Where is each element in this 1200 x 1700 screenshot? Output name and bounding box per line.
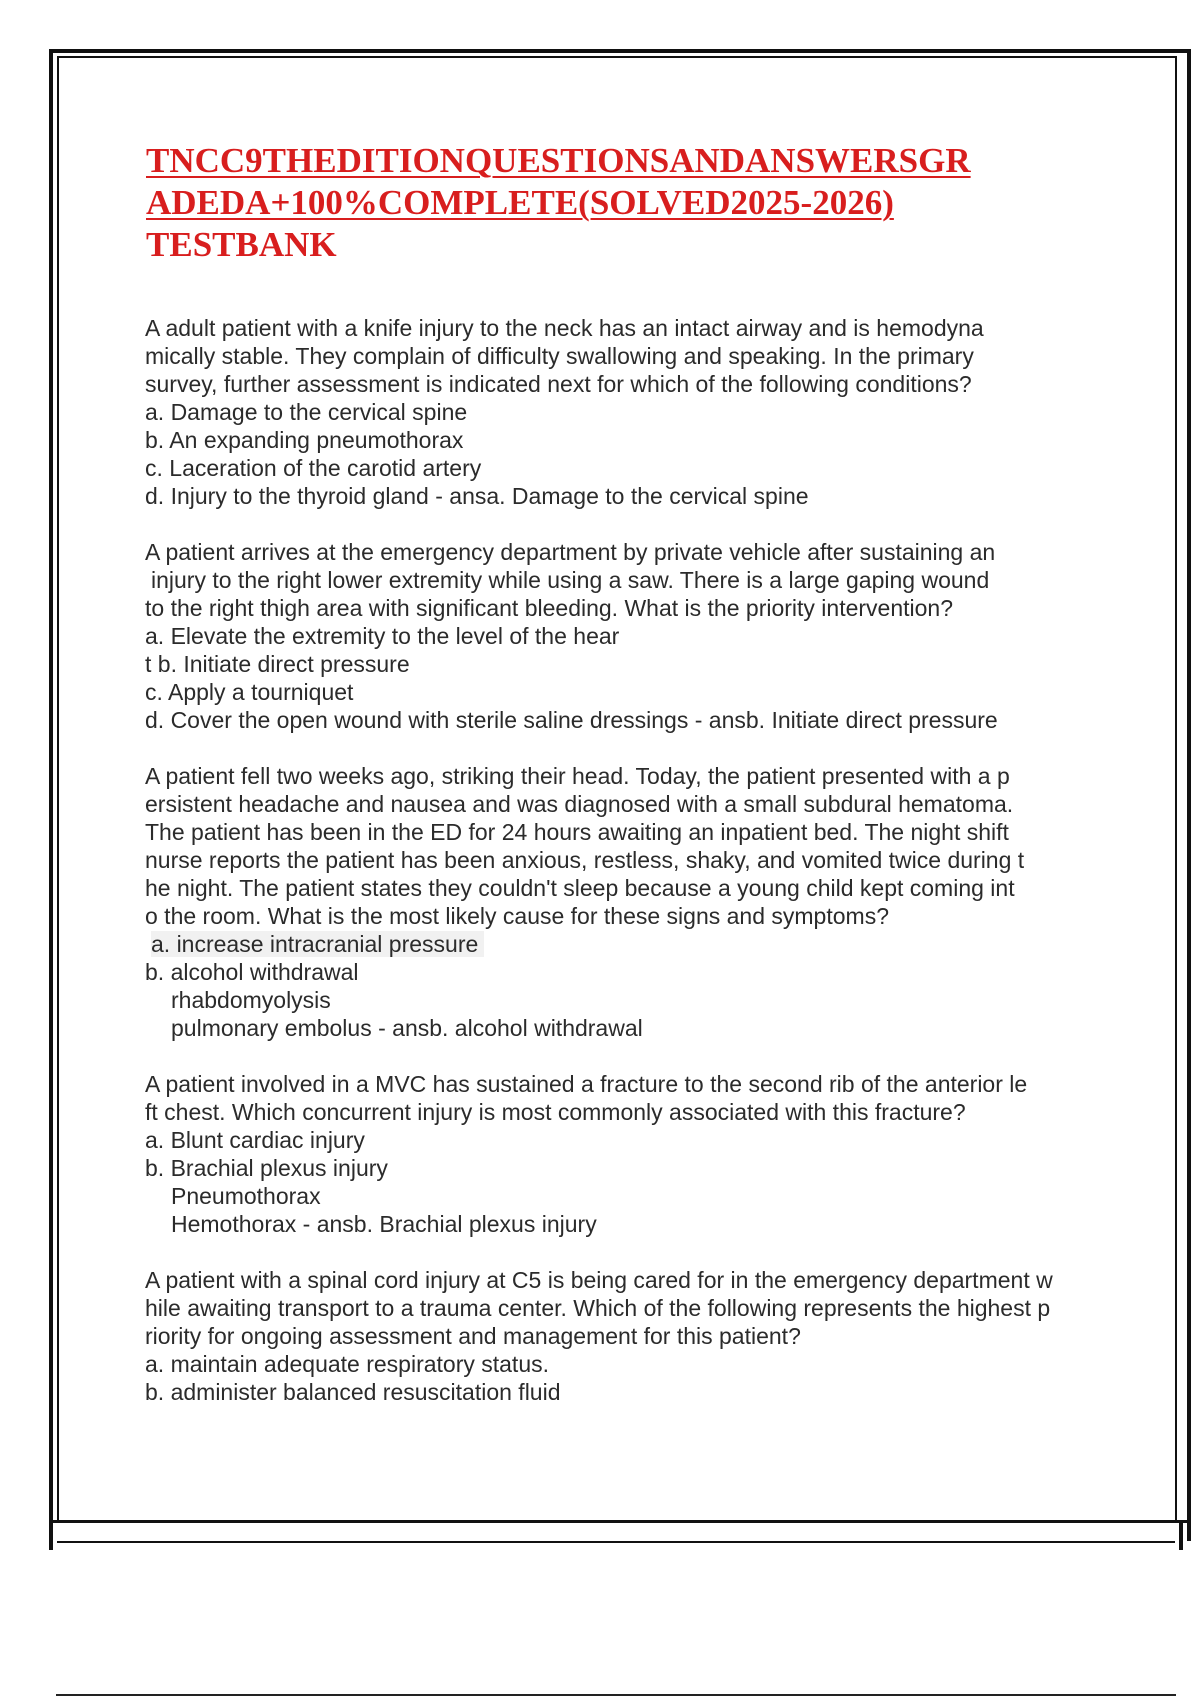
question-2-option: t b. Initiate direct pressure xyxy=(145,651,410,677)
page-border-bottom-rule xyxy=(49,1520,1191,1523)
page-border-bottom-rule-inner xyxy=(57,1541,1175,1543)
question-1-option: c. Laceration of the carotid artery xyxy=(145,455,482,481)
question-2-option: c. Apply a tourniquet xyxy=(145,679,354,705)
page-border-right-tick xyxy=(1179,1520,1183,1550)
question-1-line: survey, further assessment is indicated next for which of the following conditions? xyxy=(145,371,972,397)
question-1-line: A adult patient with a knife injury to the neck has an intact airway and is hemodyna xyxy=(145,315,984,341)
question-4-line: ft chest. Which concurrent injury is most commonly associated with this fracture? xyxy=(145,1099,966,1125)
question-block-2 xyxy=(145,538,1105,734)
question-1-line: mically stable. They complain of difficulty swallowing and speaking. In the primary xyxy=(145,343,974,369)
question-block-5 xyxy=(145,1266,1105,1406)
question-3-line: ersistent headache and nausea and was diagnosed with a small subdural hematoma. xyxy=(145,791,1014,817)
question-4-option: a. Blunt cardiac injury xyxy=(145,1127,365,1153)
title-line-1: TNCC9THEDITIONQUESTIONSANDANSWERSGR xyxy=(146,141,971,180)
question-list xyxy=(145,314,1105,1434)
question-block-4 xyxy=(145,1070,1105,1238)
question-5-option: b. administer balanced resuscitation fluid xyxy=(145,1379,561,1405)
footer-rule xyxy=(56,1694,1176,1696)
title-line-2: ADEDA+100%COMPLETE(SOLVED2025-2026) xyxy=(146,183,894,222)
question-3-line: nurse reports the patient has been anxious, restless, shaky, and vomited twice during t xyxy=(145,847,1025,873)
question-2-line: to the right thigh area with significant bleeding. What is the priority intervention? xyxy=(145,595,953,621)
question-4-line: A patient involved in a MVC has sustained a fracture to the second rib of the anterior le xyxy=(145,1071,1028,1097)
question-4-option: Pneumothorax xyxy=(171,1183,321,1209)
question-2-line: A patient arrives at the emergency department by private vehicle after sustaining an xyxy=(145,539,996,565)
question-3-line: The patient has been in the ED for 24 hours awaiting an inpatient bed. The night shift xyxy=(145,819,1009,845)
question-5-line: hile awaiting transport to a trauma center. Which of the following represents the highest p xyxy=(145,1295,1051,1321)
question-5-option: a. maintain adequate respiratory status. xyxy=(145,1351,550,1377)
question-5-line: riority for ongoing assessment and management for this patient? xyxy=(145,1323,801,1349)
question-5-line: A patient with a spinal cord injury at C5 is being cared for in the emergency department w xyxy=(145,1267,1053,1293)
question-1-option: b. An expanding pneumothorax xyxy=(145,427,464,453)
question-4-option: b. Brachial plexus injury xyxy=(145,1155,388,1181)
question-2-option: a. Elevate the extremity to the level of the hear xyxy=(145,623,620,649)
document-title xyxy=(146,140,1146,266)
question-2-line: injury to the right lower extremity while using a saw. There is a large gaping wound xyxy=(151,567,990,593)
question-3-line: he night. The patient states they couldn't sleep because a young child kept coming int xyxy=(145,875,1015,901)
question-4-option-answer: Hemothorax - ansb. Brachial plexus injury xyxy=(171,1211,597,1237)
question-1-option: a. Damage to the cervical spine xyxy=(145,399,468,425)
question-3-line: o the room. What is the most likely cause for these signs and symptoms? xyxy=(145,903,889,929)
question-3-option: b. alcohol withdrawal xyxy=(145,959,359,985)
question-block-1 xyxy=(145,314,1105,510)
question-3-option-answer: pulmonary embolus - ansb. alcohol withdrawal xyxy=(171,1015,643,1041)
page-border-left-tick xyxy=(49,1520,53,1550)
question-block-3 xyxy=(145,762,1105,1042)
title-line-3: TESTBANK xyxy=(146,225,337,264)
question-3-option: rhabdomyolysis xyxy=(171,987,331,1013)
question-2-option-answer: d. Cover the open wound with sterile saline dressings - ansb. Initiate direct pressure xyxy=(145,707,998,733)
question-3-option-highlighted: a. increase intracranial pressure xyxy=(151,931,484,957)
question-3-line: A patient fell two weeks ago, striking their head. Today, the patient presented with a p xyxy=(145,763,1010,789)
question-1-option-answer: d. Injury to the thyroid gland - ansa. Damage to the cervical spine xyxy=(145,483,809,509)
